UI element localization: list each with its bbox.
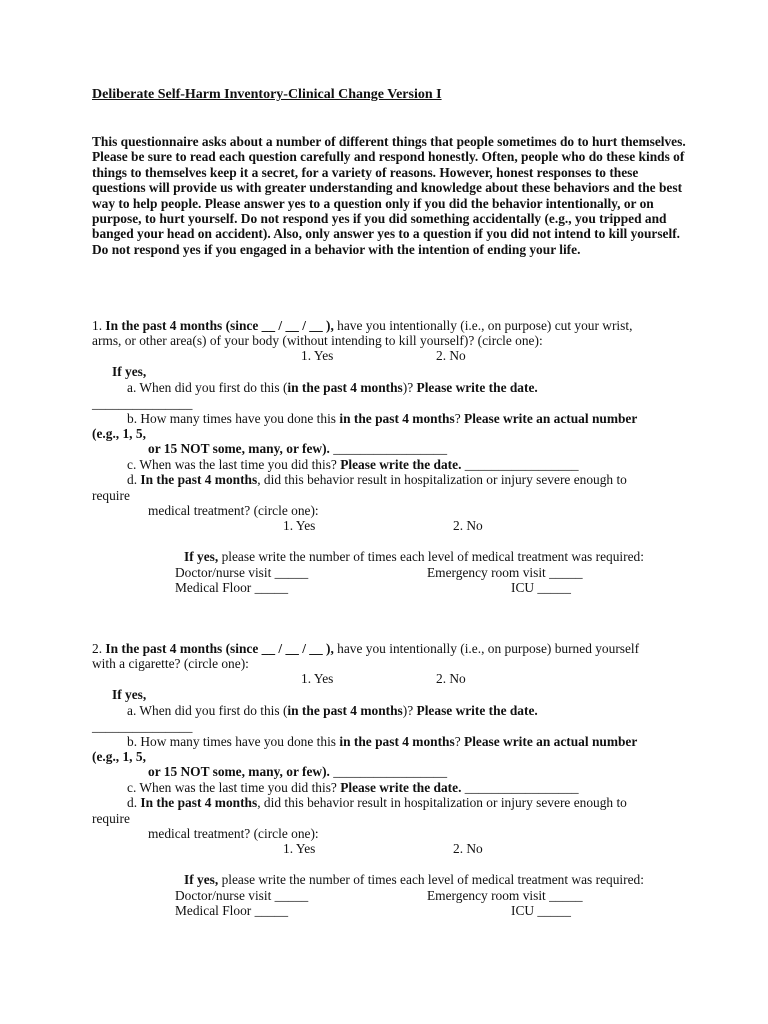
item-a: a. When did you first do this (in the past 4 months)? Please write the date. xyxy=(127,703,538,718)
question-lead-rest: have you intentionally (i.e., on purpose) cut your wrist, xyxy=(333,318,633,333)
question-lead-rest: have you intentionally (i.e., on purpose) burned yourself xyxy=(333,641,640,656)
item-b-line2: (e.g., 1, 5, xyxy=(92,749,146,764)
item-b-line3: or 15 NOT some, many, or few). _________________ xyxy=(148,764,448,779)
treatment-option-yes[interactable]: 1. Yes xyxy=(283,841,316,856)
count-blank-b[interactable]: _________________ xyxy=(329,764,448,779)
icu-field[interactable]: ICU _____ xyxy=(511,580,571,595)
treatment-option-no[interactable]: 2. No xyxy=(453,841,483,856)
item-b-line2: (e.g., 1, 5, xyxy=(92,426,146,441)
doctor-visit-field[interactable]: Doctor/nurse visit _____ xyxy=(175,565,309,580)
item-d-line2: require xyxy=(92,811,130,826)
medical-floor-field[interactable]: Medical Floor _____ xyxy=(175,580,289,595)
er-visit-field[interactable]: Emergency room visit _____ xyxy=(427,888,583,903)
er-visit-field[interactable]: Emergency room visit _____ xyxy=(427,565,583,580)
date-blank-a[interactable]: _______________ xyxy=(92,396,193,411)
item-b: b. How many times have you done this in the past 4 months? Please write an actual number xyxy=(127,411,638,426)
question-line-2: arms, or other area(s) of your body (without intending to kill yourself)? (circle one): xyxy=(92,333,543,348)
doctor-visit-field[interactable]: Doctor/nurse visit _____ xyxy=(175,888,309,903)
document-title: Deliberate Self-Harm Inventory-Clinical Change Version I xyxy=(92,87,442,102)
item-d: d. In the past 4 months, did this behavior result in hospitalization or injury severe enough to xyxy=(127,795,627,810)
item-c: c. When was the last time you did this? Please write the date. _________________ xyxy=(127,780,579,795)
item-d-line2: require xyxy=(92,488,130,503)
question-2 xyxy=(0,323,768,918)
date-blank-c[interactable]: _________________ xyxy=(461,780,579,795)
medical-floor-field[interactable]: Medical Floor _____ xyxy=(175,903,289,918)
medical-treatment-prompt: If yes, please write the number of times each level of medical treatment was required: xyxy=(184,872,644,887)
option-yes[interactable]: 1. Yes xyxy=(301,671,334,686)
if-yes-label: If yes, xyxy=(112,364,147,379)
treatment-option-yes[interactable]: 1. Yes xyxy=(283,518,316,533)
question-lead-bold: In the past 4 months (since __ / __ / __ ), xyxy=(105,318,334,333)
count-blank-b[interactable]: _________________ xyxy=(329,441,448,456)
date-blank-a[interactable]: _______________ xyxy=(92,719,193,734)
question-lead-bold: In the past 4 months (since __ / __ / __ ), xyxy=(105,641,334,656)
item-d-line3: medical treatment? (circle one): xyxy=(148,503,319,518)
medical-treatment-prompt: If yes, please write the number of times each level of medical treatment was required: xyxy=(184,549,644,564)
item-a: a. When did you first do this (in the past 4 months)? Please write the date. xyxy=(127,380,538,395)
item-d: d. In the past 4 months, did this behavior result in hospitalization or injury severe enough to xyxy=(127,472,627,487)
item-b: b. How many times have you done this in the past 4 months? Please write an actual number xyxy=(127,734,638,749)
item-d-line3: medical treatment? (circle one): xyxy=(148,826,319,841)
treatment-option-no[interactable]: 2. No xyxy=(453,518,483,533)
if-yes-label: If yes, xyxy=(112,687,147,702)
item-c: c. When was the last time you did this? Please write the date. _________________ xyxy=(127,457,579,472)
instructions-paragraph: This questionnaire asks about a number of different things that people sometimes do to hurt themselves. Please be sure to read each question carefully and respond honestly. Often, people who do these kinds of things to themselves keep it a secret, for a variety of reasons. However, honest responses to these questions will provide us with greater understanding and knowledge about these behaviors and the best way to help people. Please answer yes to a question only if you did the behavior intentionally, or on purpose, to hurt yourself. Do not respond yes if you did something accidentally (e.g., you tripped and banged your head on accident). Also, only answer yes to a question if you did not intend to kill yourself. Do not respond yes if you engaged in a behavior with the intention of ending your life. xyxy=(92,134,686,257)
option-no[interactable]: 2. No xyxy=(436,348,466,363)
question-line-2: with a cigarette? (circle one): xyxy=(92,656,249,671)
question-number: 1. xyxy=(92,318,103,333)
item-b-line3: or 15 NOT some, many, or few). _________________ xyxy=(148,441,448,456)
icu-field[interactable]: ICU _____ xyxy=(511,903,571,918)
question-number: 2. xyxy=(92,641,103,656)
question-line-1 xyxy=(92,641,639,657)
option-no[interactable]: 2. No xyxy=(436,671,466,686)
option-yes[interactable]: 1. Yes xyxy=(301,348,334,363)
date-blank-c[interactable]: _________________ xyxy=(461,457,579,472)
